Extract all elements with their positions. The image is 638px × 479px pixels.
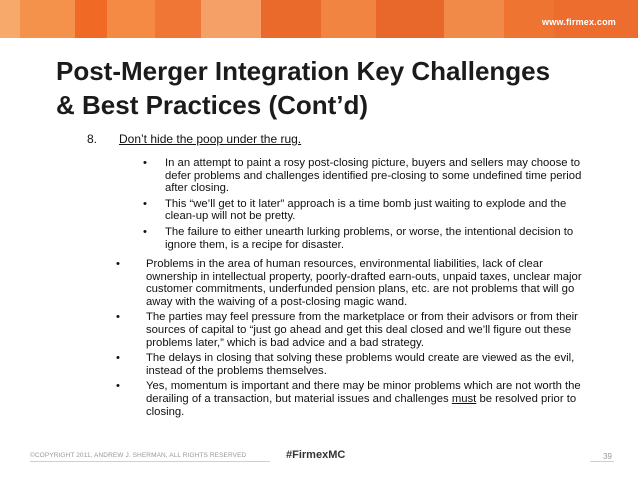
banner-tile [75,0,107,38]
list-item-text: In an attempt to paint a rosy post-closing picture, buyers and sellers may choose to defer problems and challenges identified pre-closing to some undefined time period after closing. [165,157,582,195]
sub-bullet-list [143,157,583,254]
last-bullet-text-end: be resolved prior to closing. [146,392,577,418]
list-item-text: This “we’ll get to it later” approach is a time bomb just waiting to explode and the clean-up will not be pretty. [165,197,567,223]
bullet-glyph: • [116,352,120,365]
list-item [116,311,586,349]
banner-tile [155,0,201,38]
bullet-glyph: • [143,157,147,169]
main-bullet-list [116,258,586,421]
list-item [143,226,583,251]
brand-link[interactable]: www.firmex.com [542,17,616,27]
bullet-glyph: • [143,225,147,238]
emphasis-word: must [451,392,477,405]
list-item [116,380,586,418]
slide-title-line-2: & Best Practices (Cont’d) [56,90,369,120]
item-text: Don’t hide the poop under the rug. [119,132,302,146]
last-bullet-text-start: Yes, momentum is important and there may be minor problems which are not worth the derailing of a transaction, but material issues and challenges [146,380,581,405]
list-item-text: The parties may feel pressure from the marketplace or from their advisors or from their sources of capital to “just go ahead and get this deal closed and we’ll figure out these problems later,” which is bad advice and a bad strategy. [146,311,578,349]
bullet-glyph: • [116,380,120,393]
list-item [143,157,583,195]
banner-tile [444,0,504,38]
numbered-item [87,132,301,146]
list-item-text [146,380,586,418]
bullet-glyph: • [116,311,120,324]
bullet-glyph: • [143,197,147,210]
list-item-text: Problems in the area of human resources, environmental liabilities, lack of clear ownership in intellectual property, poorly-drafted earn-outs, unpaid taxes, unclear major customer commitments, underfunded pension plans, etc. are not problems that will go away with the waiving of a post-closing magic wand. [146,258,582,308]
bullet-glyph: • [116,258,120,270]
list-item [143,198,583,223]
banner-tile [20,0,75,38]
slide-title-line-1: Post-Merger Integration Key Challenges [56,56,551,86]
banner-tile [376,0,444,38]
hashtag: #FirmexMC [286,449,346,461]
copyright-notice: ©COPYRIGHT 2011, ANDREW J. SHERMAN, ALL RIGHTS RESERVED [30,452,247,459]
banner-tile [321,0,376,38]
item-number: 8. [87,132,98,146]
slide-title [56,54,616,122]
list-item-text: The failure to either unearth lurking problems, or worse, the intentional decision to ignore them, is a recipe for disaster. [165,225,574,251]
banner-tile [0,0,20,38]
list-item [116,352,586,377]
list-item [116,258,586,308]
banner-tile [201,0,261,38]
footer-divider [30,461,270,462]
banner-tile [107,0,155,38]
list-item-text: The delays in closing that solving these problems would create are viewed as the evil, instead of the problems themselves. [146,352,575,377]
banner-tile [261,0,321,38]
page-number: 39 [603,452,612,461]
footer-divider [590,461,614,462]
